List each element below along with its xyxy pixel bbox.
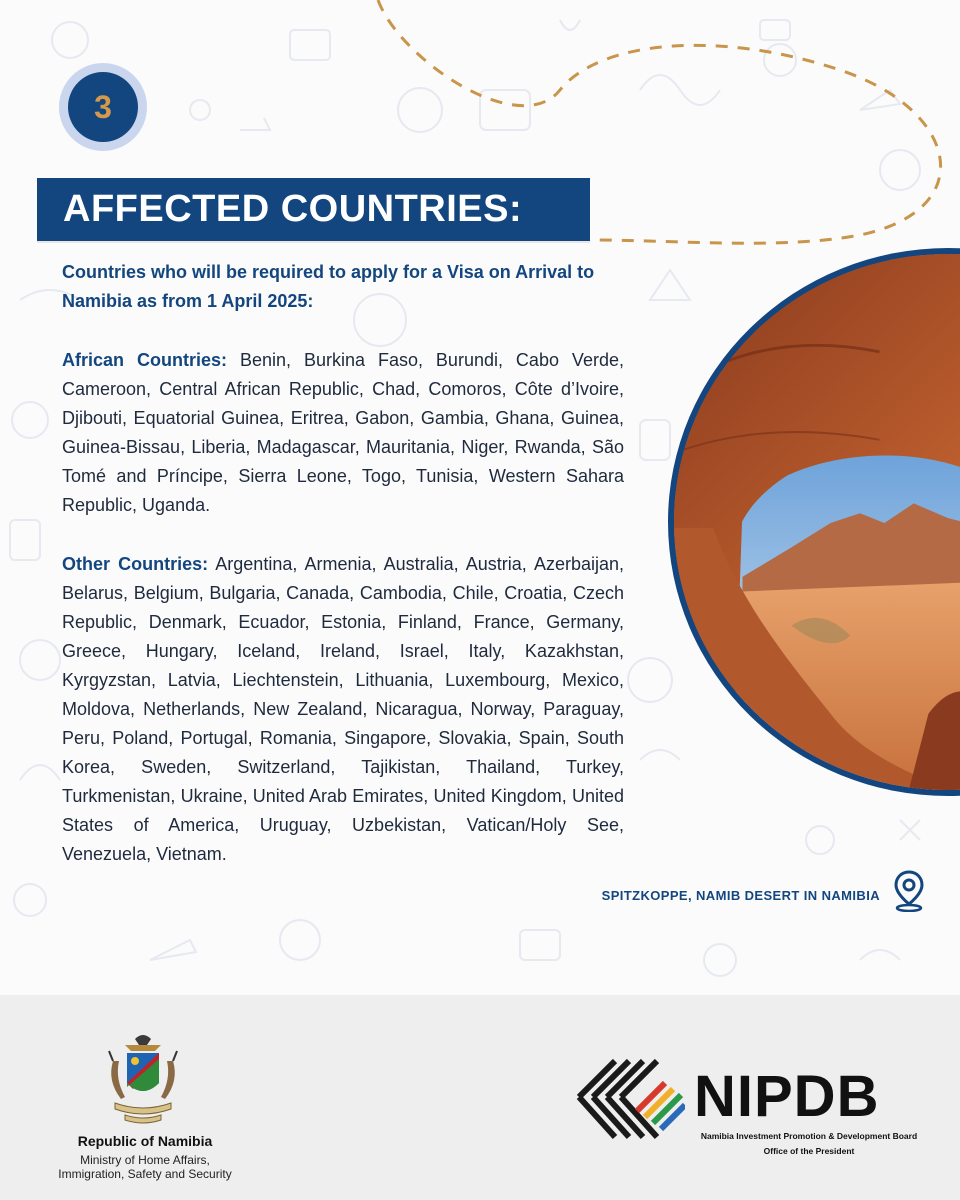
photo-caption: SPITZKOPPE, NAMIB DESERT IN NAMIBIA	[601, 888, 880, 903]
african-countries-paragraph	[62, 346, 624, 520]
footer	[0, 995, 960, 1200]
other-countries-list: Argentina, Armenia, Australia, Austria, Azerbaijan, Belarus, Belgium, Bulgaria, Canada, Cambodia, Chile, Croatia, Czech Republic, Denmark, Ecuador, Estonia, Finland, France, Germany, Greece, Hungary, Iceland, Ireland, Israel, Italy, Kazakhstan, Kyrgyzstan, Latvia, Liechtenstein, Lithuania, Luxembourg, Mexico, Moldova, Netherlands, New Zealand, Nicaragua, Norway, Paraguay, Peru, Poland, Portugal, Romania, Singapore, Slovakia, Spain, South Korea, Sweden, Switzerland, Tajikistan, Thailand, Turkey, Turkmenistan, Ukraine, United Arab Emirates, United Kingdom, United States of America, Uruguay, Uzbekistan, Vatican/Holy See, Venezuela, Vietnam.	[62, 554, 624, 864]
step-number-badge	[59, 63, 147, 151]
nipdb-name: NIPDB	[694, 1064, 880, 1129]
main-text	[62, 258, 624, 899]
nipdb-full-name: Namibia Investment Promotion & Development Board	[700, 1131, 918, 1141]
nipdb-office: Office of the President	[763, 1146, 855, 1156]
page-title: AFFECTED COUNTRIES:	[63, 188, 523, 230]
gov-ministry	[40, 1153, 250, 1181]
intro-text: Countries who will be required to apply for a Visa on Arrival to Namibia as from 1 April 2025:	[62, 262, 595, 311]
gov-ministry-line2: Immigration, Safety and Security	[58, 1167, 232, 1181]
coat-of-arms-icon	[95, 1031, 191, 1127]
african-countries-label: African Countries:	[62, 350, 227, 370]
gov-title: Republic of Namibia	[77, 1133, 213, 1149]
heading-banner	[37, 178, 590, 241]
gov-ministry-line1: Ministry of Home Affairs,	[80, 1153, 210, 1167]
other-countries-label: Other Countries:	[62, 554, 209, 574]
step-number: 3	[68, 72, 138, 142]
other-countries-paragraph	[62, 550, 624, 869]
nipdb-logo-icon	[575, 1057, 685, 1145]
african-countries-list: Benin, Burkina Faso, Burundi, Cabo Verde, Cameroon, Central African Republic, Chad, Comoros, Côte d’Ivoire, Djibouti, Equatorial Guinea, Eritrea, Gabon, Gambia, Ghana, Guinea, Guinea-Bissau, Liberia, Madagascar, Mauritania, Niger, Rwanda, São Tomé and Príncipe, Sierra Leone, Togo, Tunisia, Western Sahara Republic, Uganda.	[62, 350, 624, 515]
location-pin-icon	[893, 870, 925, 912]
